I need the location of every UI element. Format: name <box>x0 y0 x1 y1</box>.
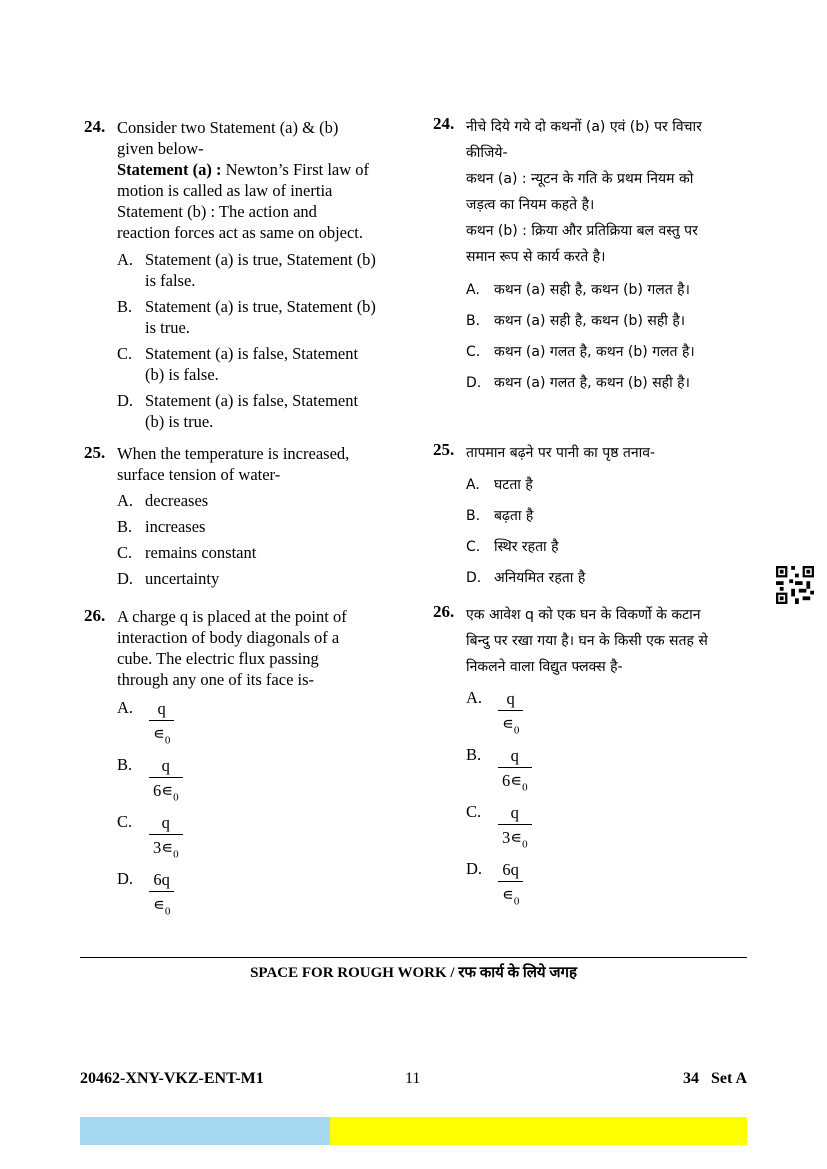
option-c: C. $\frac{q}{3∊_0}$ <box>117 812 414 869</box>
option-d: D. Statement (a) is false, Statement (b) is true. <box>117 391 359 431</box>
question-24-hi <box>433 114 763 395</box>
option-d: D. uncertainty <box>117 569 220 588</box>
question-26-hi <box>433 602 763 916</box>
question-text: A charge q is placed at the point of interaction of body diagonals of a cube. The electric flux passing through any one of its face is- <box>117 607 347 689</box>
question-text: नीचे दिये गये दो कथनों (a) एवं (b) पर विचार कीजिये- कथन (a) : न्यूटन के गति के प्रथम नियम को जड़त्व का नियम कहते है। कथन (b) : क्रिया और प्रतिक्रिया बल वस्तु पर समान रूप से कार्य करते है। <box>466 119 702 265</box>
question-number: 24. <box>84 117 106 136</box>
question-25-en <box>84 443 414 589</box>
rough-work-label: SPACE FOR ROUGH WORK / रफ कार्य के लिये जगह <box>250 965 577 981</box>
option-b: B. कथन (a) सही है, कथन (b) सही है। <box>466 313 686 329</box>
question-number: 26. <box>84 606 106 625</box>
option-b: B. increases <box>117 517 206 536</box>
question-text: एक आवेश q को एक घन के विकर्णो के कटान बिन्दु पर रखा गया है। घन के किसी एक सतह से निकलने वाला विद्युत फ्लक्स है- <box>466 607 708 675</box>
question-25-hi <box>433 440 763 590</box>
question-text: तापमान बढ़ने पर पानी का पृष्ठ तनाव- <box>466 445 656 461</box>
divider <box>80 957 747 958</box>
option-d: D. अनियमित रहता है <box>466 570 586 586</box>
question-24-en <box>84 117 414 432</box>
option-d: D. $\frac{6q}{∊_0}$ <box>466 859 763 916</box>
option-a: A. $\frac{q}{∊_0}$ <box>117 698 414 755</box>
option-a: A. घटता है <box>466 477 533 493</box>
option-c: C. $\frac{q}{3∊_0}$ <box>466 802 763 859</box>
set-label: 34 Set A <box>683 1070 747 1087</box>
question-number: 26. <box>433 602 455 621</box>
question-number: 25. <box>433 440 455 459</box>
question-text: When the temperature is increased, surface tension of water- <box>117 444 350 484</box>
option-d: D. $\frac{6q}{∊_0}$ <box>117 869 414 926</box>
question-text: Consider two Statement (a) & (b) given below- Statement (a) : Newton’s First law of motion is called as law of inertia Statement (b) : The action and reaction forces act as same on object. <box>117 118 370 242</box>
qr-code-icon <box>775 566 815 604</box>
footer-yellow-bar <box>330 1117 747 1145</box>
option-a: A. Statement (a) is true, Statement (b) is false. <box>117 250 376 290</box>
question-26-en <box>84 606 414 926</box>
page-number: 11 <box>405 1070 421 1087</box>
option-b: B. बढ़ता है <box>466 508 534 524</box>
question-number: 24. <box>433 114 455 133</box>
option-a: A. कथन (a) सही है, कथन (b) गलत है। <box>466 282 690 298</box>
option-a: A. decreases <box>117 491 209 510</box>
option-d: D. कथन (a) गलत है, कथन (b) सही है। <box>466 375 690 391</box>
option-a: A. $\frac{q}{∊_0}$ <box>466 688 763 745</box>
option-c: C. स्थिर रहता है <box>466 539 559 555</box>
paper-code: 20462-XNY-VKZ-ENT-M1 <box>80 1070 264 1087</box>
option-b: B. $\frac{q}{6∊_0}$ <box>466 745 763 802</box>
question-number: 25. <box>84 443 106 462</box>
option-c: C. Statement (a) is false, Statement (b) is false. <box>117 344 359 384</box>
option-b: B. Statement (a) is true, Statement (b) is true. <box>117 297 376 337</box>
option-b: B. $\frac{q}{6∊_0}$ <box>117 755 414 812</box>
option-c: C. remains constant <box>117 543 257 562</box>
footer-blue-bar <box>80 1117 330 1145</box>
option-c: C. कथन (a) गलत है, कथन (b) गलत है। <box>466 344 695 360</box>
